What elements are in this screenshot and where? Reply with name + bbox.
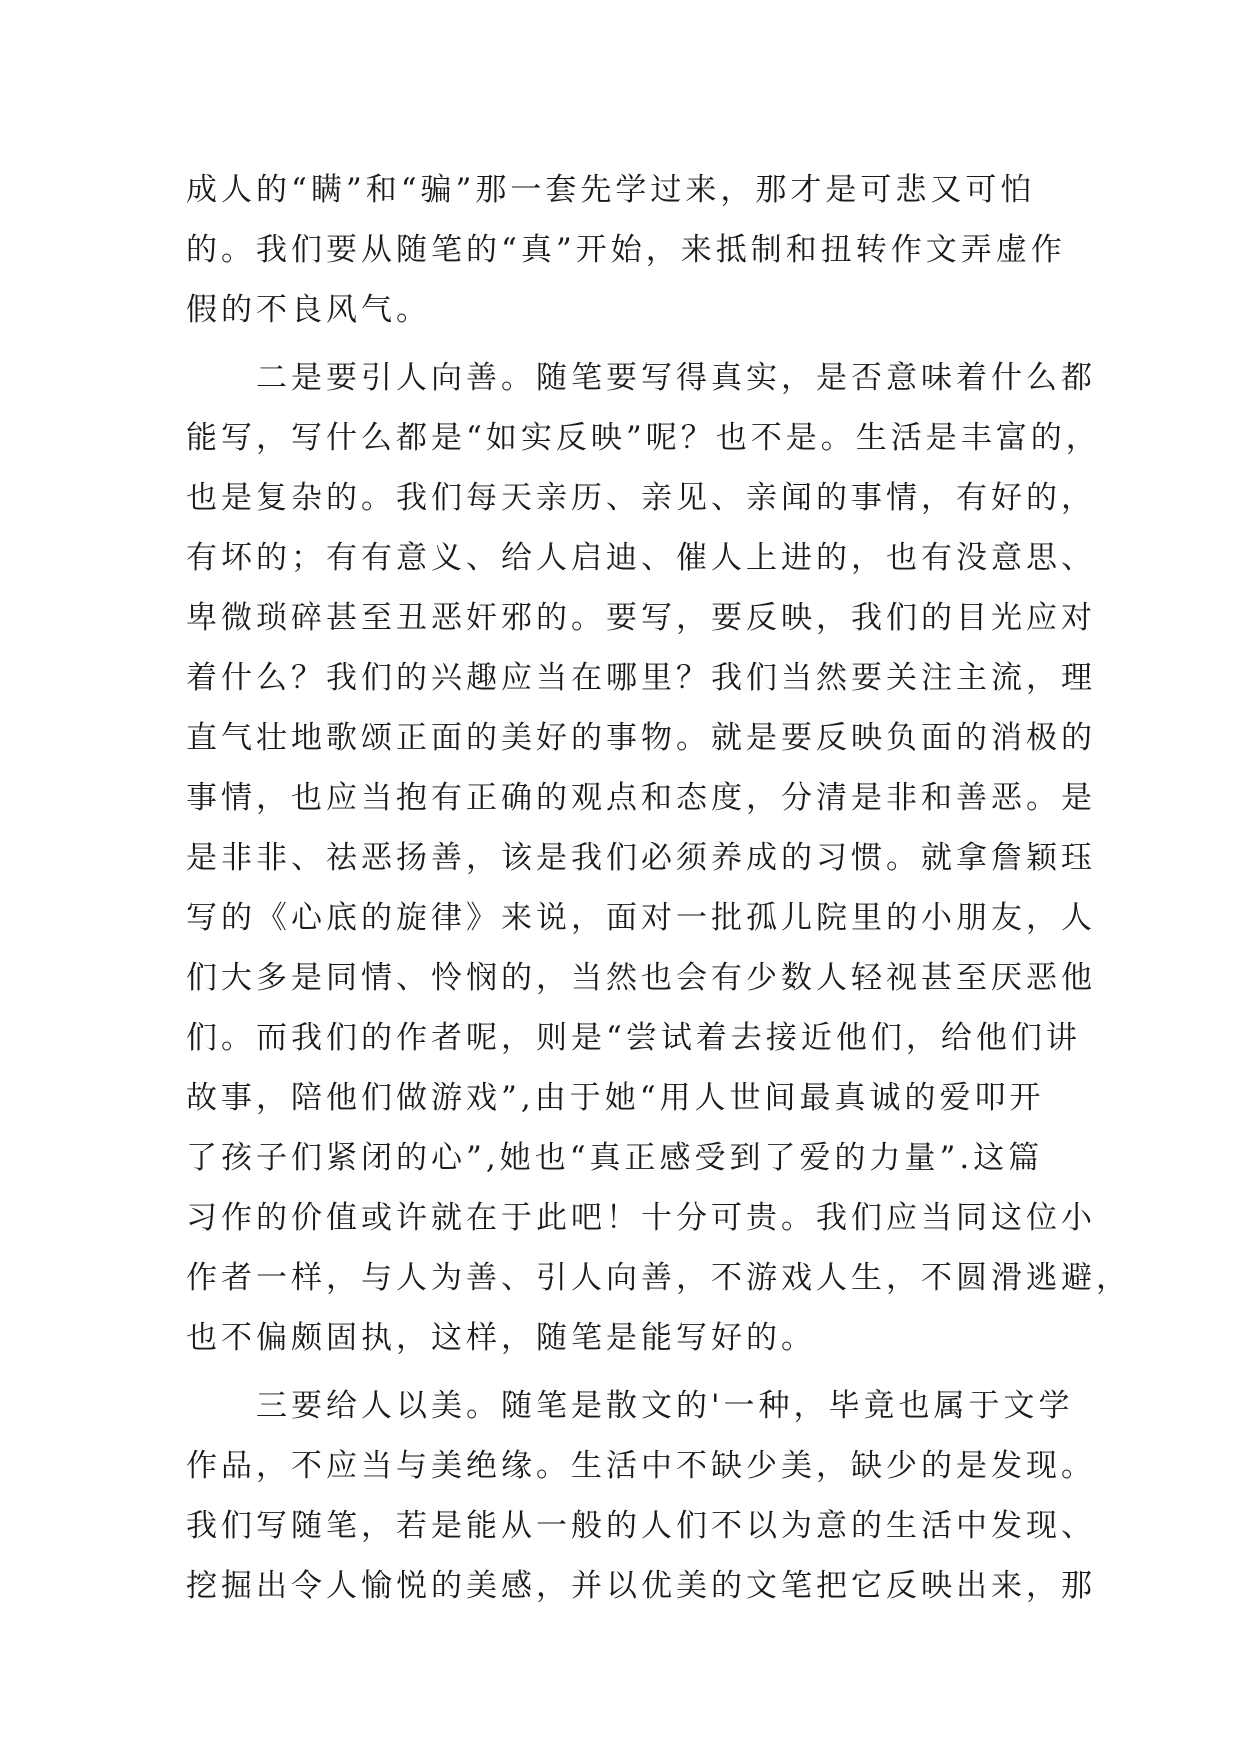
- text-line: 我们写随笔，若是能从一般的人们不以为意的生活中发现、: [186, 1508, 1096, 1544]
- text-line: 假的不良风气。: [186, 292, 431, 328]
- text-line: 二是要引人向善。随笔要写得真实，是否意味着什么都: [186, 360, 1096, 396]
- document-body: [186, 160, 1131, 1616]
- text-line: 成人的“瞒”和“骗”那一套先学过来，那才是可悲又可怕: [186, 172, 1036, 208]
- text-line: 挖掘出令人愉悦的美感，并以优美的文笔把它反映出来，那: [186, 1568, 1096, 1604]
- paragraph: [186, 1376, 1096, 1616]
- text-line: 着什么？我们的兴趣应当在哪里？我们当然要关注主流，理: [186, 660, 1096, 696]
- paragraph-gap: [186, 1368, 1066, 1376]
- paragraph: [186, 348, 1131, 1368]
- text-line: 也是复杂的。我们每天亲历、亲见、亲闻的事情，有好的，: [186, 480, 1096, 516]
- text-line: 能写，写什么都是“如实反映”呢？也不是。生活是丰富的，: [186, 420, 1101, 456]
- text-line: 写的《心底的旋律》来说，面对一批孤儿院里的小朋友，人: [186, 900, 1096, 936]
- text-line: 们。而我们的作者呢，则是“尝试着去接近他们，给他们讲: [186, 1020, 1081, 1056]
- text-line: 三要给人以美。随笔是散文的'一种，毕竟也属于文学: [186, 1388, 1074, 1424]
- text-line: 事情，也应当抱有正确的观点和态度，分清是非和善恶。是: [186, 780, 1096, 816]
- text-line: 是非非、祛恶扬善，该是我们必须养成的习惯。就拿詹颖珏: [186, 840, 1096, 876]
- text-line: 们大多是同情、怜悯的，当然也会有少数人轻视甚至厌恶他: [186, 960, 1096, 996]
- text-line: 卑微琐碎甚至丑恶奸邪的。要写，要反映，我们的目光应对: [186, 600, 1096, 636]
- paragraph-gap: [186, 340, 1066, 348]
- text-line: 直气壮地歌颂正面的美好的事物。就是要反映负面的消极的: [186, 720, 1096, 756]
- text-line: 习作的价值或许就在于此吧！十分可贵。我们应当同这位小: [186, 1200, 1096, 1236]
- text-line: 了孩子们紧闭的心”,她也“真正感受到了爱的力量”.这篇: [186, 1140, 1044, 1176]
- text-line: 故事，陪他们做游戏”,由于她“用人世间最真诚的爱叩开: [186, 1080, 1045, 1116]
- paragraph: [186, 160, 1066, 340]
- text-line: 也不偏颇固执，这样，随笔是能写好的。: [186, 1320, 816, 1356]
- text-line: 作者一样，与人为善、引人向善，不游戏人生，不圆滑逃避，: [186, 1260, 1131, 1296]
- text-line: 有坏的；有有意义、给人启迪、催人上进的，也有没意思、: [186, 540, 1096, 576]
- text-line: 的。我们要从随笔的“真”开始，来抵制和扭转作文弄虚作: [186, 232, 1066, 268]
- text-line: 作品，不应当与美绝缘。生活中不缺少美，缺少的是发现。: [186, 1448, 1096, 1484]
